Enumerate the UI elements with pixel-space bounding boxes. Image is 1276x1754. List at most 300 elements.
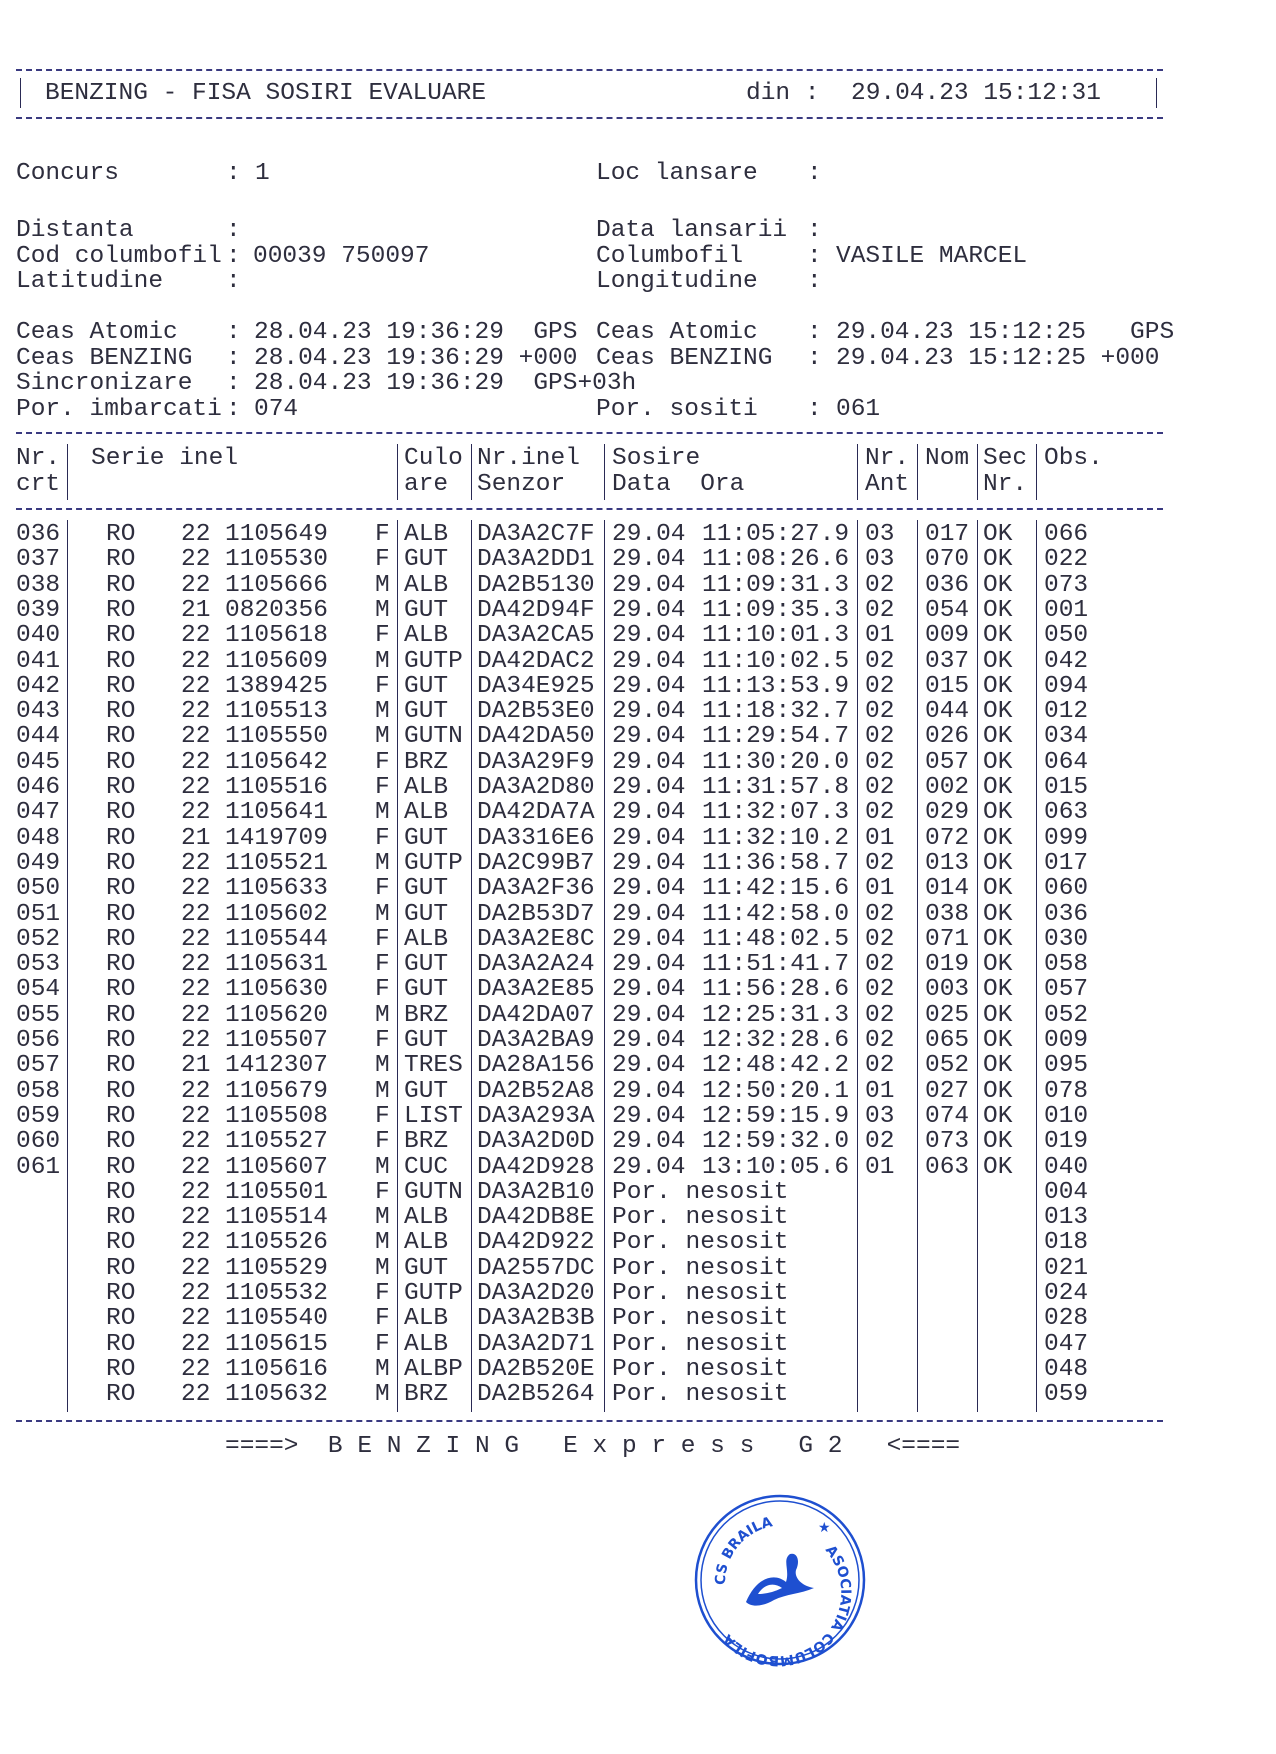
obs-number: 059 [1044,1381,1089,1409]
sensor-id: DA34E925 [477,672,595,700]
ring-year: 21 [181,1052,211,1080]
sex: F [375,1102,390,1130]
col-sec: Nr. [983,471,1028,498]
ant-number: 03 [865,546,895,574]
colour: ALB [404,622,449,650]
country-code: RO [106,1355,136,1383]
ring-year: 22 [181,571,211,599]
colour: ALB [404,799,449,827]
ring-year: 22 [181,900,211,928]
ant-number: 02 [865,596,895,624]
ring-year: 22 [181,1330,211,1358]
sex: F [375,1178,390,1206]
imbarcati-value: 074 [254,396,299,423]
col-ant: Ant [865,471,910,498]
sec-status: OK [983,647,1013,675]
arrival-date: 29.04 [612,647,686,675]
sex: F [375,1305,390,1333]
obs-number: 013 [1044,1204,1089,1232]
country-code: RO [106,1254,136,1282]
sec-status: OK [983,672,1013,700]
arrival-date: 29.04 [612,596,686,624]
sex: F [375,1330,390,1358]
crt-number: 046 [16,774,61,801]
arrival-time: 12:59:15.9 [702,1102,850,1130]
sec-status: OK [983,571,1013,599]
ring-number: 1389425 [225,672,328,700]
nom-number: 038 [925,900,970,928]
crt-number: 058 [16,1077,61,1105]
ant-number: 03 [865,1102,895,1130]
sex: F [375,774,390,801]
ring-year: 22 [181,1027,211,1054]
col-obs: Obs. [1044,445,1103,472]
obs-number: 047 [1044,1330,1089,1358]
sensor-id: DA2B52A8 [477,1077,595,1105]
country-code: RO [106,596,136,624]
colour: ALB [404,1229,449,1257]
clock-value: 29.04.23 15:12:25 +000 [836,345,1160,372]
colon: : [807,345,822,372]
country-code: RO [106,900,136,928]
ring-number: 1105618 [225,622,328,650]
ant-number: 01 [865,1153,895,1181]
sensor-id: DA42DA7A [477,799,595,827]
country-code: RO [106,925,136,953]
ant-number: 02 [865,799,895,827]
nom-number: 072 [925,824,970,852]
ring-number: 1105641 [225,799,328,827]
arrival-time: 11:08:26.6 [702,546,850,574]
sensor-id: DA3A2CA5 [477,622,595,650]
nom-number: 025 [925,1001,970,1029]
col-separator [67,444,68,500]
sensor-id: DA3A2D80 [477,774,595,801]
arrival-time: 11:18:32.7 [702,698,850,726]
ant-number: 02 [865,698,895,726]
ring-number: 1105526 [225,1229,328,1257]
sex: F [375,925,390,953]
ant-number: 02 [865,900,895,928]
sex: F [375,1280,390,1307]
sex: M [375,849,390,877]
sensor-id: DA42D928 [477,1153,595,1181]
arrival-date: 29.04 [612,1052,686,1080]
sex: M [375,698,390,726]
nom-number: 009 [925,622,970,650]
table-bottom-rule [16,1420,1163,1422]
ring-year: 22 [181,774,211,801]
arrival-time: 11:56:28.6 [702,976,850,1004]
nom-number: 013 [925,849,970,877]
colour: ALB [404,1305,449,1333]
sex: F [375,546,390,574]
sensor-id: DA3A2A24 [477,951,595,979]
crt-number: 036 [16,521,61,548]
obs-number: 010 [1044,1102,1089,1130]
sex: F [375,976,390,1004]
country-code: RO [106,1381,136,1409]
obs-number: 021 [1044,1254,1089,1282]
country-code: RO [106,1153,136,1181]
obs-number: 060 [1044,875,1089,903]
col-separator [977,520,978,1412]
sensor-id: DA3A2F36 [477,875,595,903]
ring-year: 22 [181,647,211,675]
obs-number: 015 [1044,774,1089,801]
colour: ALB [404,1204,449,1232]
sec-status: OK [983,622,1013,650]
ring-number: 1105527 [225,1128,328,1156]
sex: F [375,748,390,776]
clock-value: 28.04.23 19:36:29 GPS+03h [254,370,637,397]
col-separator [397,520,398,1412]
arrival-date: 29.04 [612,900,686,928]
sensor-id: DA28A156 [477,1052,595,1080]
colon: : [226,396,241,423]
nom-number: 071 [925,925,970,953]
clock-value: 28.04.23 19:36:29 +000 [254,345,578,372]
ring-year: 22 [181,849,211,877]
arrival-time: 12:50:20.1 [702,1077,850,1105]
crt-number: 059 [16,1102,61,1130]
arrival-date: Por. nesosit [612,1381,789,1409]
ant-number: 02 [865,748,895,776]
colour: CUC [404,1153,449,1181]
field-label: Longitudine [596,268,758,295]
crt-number: 057 [16,1052,61,1080]
sex: M [375,1254,390,1282]
ring-year: 22 [181,925,211,953]
arrival-date: 29.04 [612,875,686,903]
obs-number: 099 [1044,824,1089,852]
crt-number: 041 [16,647,61,675]
country-code: RO [106,799,136,827]
arrival-date: Por. nesosit [612,1254,789,1282]
sensor-id: DA2557DC [477,1254,595,1282]
obs-number: 094 [1044,672,1089,700]
country-code: RO [106,1204,136,1232]
sec-status: OK [983,748,1013,776]
sex: F [375,622,390,650]
obs-number: 018 [1044,1229,1089,1257]
obs-number: 034 [1044,723,1089,751]
crt-number: 039 [16,596,61,624]
nom-number: 065 [925,1027,970,1054]
clock-label: Ceas BENZING [16,345,193,372]
ring-year: 22 [181,1280,211,1307]
table-header-rule [16,508,1163,510]
obs-number: 048 [1044,1355,1089,1383]
sex: F [375,1027,390,1054]
obs-number: 012 [1044,698,1089,726]
arrival-date: 29.04 [612,799,686,827]
colon: : [226,160,241,187]
ring-number: 1105649 [225,521,328,548]
col-separator [67,520,68,1412]
col-culoare: Culo [404,445,463,472]
sensor-id: DA42DA07 [477,1001,595,1029]
ring-year: 22 [181,976,211,1004]
ring-year: 22 [181,1128,211,1156]
country-code: RO [106,1102,136,1130]
ant-number: 02 [865,925,895,953]
colour: GUTP [404,849,463,877]
ring-number: 1105609 [225,647,328,675]
colour: ALB [404,925,449,953]
ring-number: 1105508 [225,1102,328,1130]
arrival-date: 29.04 [612,1001,686,1029]
ring-year: 22 [181,1077,211,1105]
obs-number: 063 [1044,799,1089,827]
ring-year: 22 [181,1178,211,1206]
ant-number: 01 [865,875,895,903]
ring-year: 22 [181,1381,211,1409]
colon: : [807,243,822,270]
col-separator [1036,520,1037,1412]
ring-number: 1105516 [225,774,328,801]
arrival-date: 29.04 [612,622,686,650]
arrival-time: 11:36:58.7 [702,849,850,877]
colon: : [226,217,241,244]
arrival-time: 11:13:53.9 [702,672,850,700]
arrival-time: 11:30:20.0 [702,748,850,776]
arrival-date: 29.04 [612,723,686,751]
country-code: RO [106,849,136,877]
arrival-time: 11:09:35.3 [702,596,850,624]
ring-number: 1105540 [225,1305,328,1333]
colon: : [807,217,822,244]
crt-number: 050 [16,875,61,903]
sex: M [375,900,390,928]
clock-value: 29.04.23 15:12:25 GPS [836,319,1175,346]
ring-year: 22 [181,546,211,574]
obs-number: 036 [1044,900,1089,928]
ring-year: 22 [181,1355,211,1383]
arrival-time: 11:09:31.3 [702,571,850,599]
sensor-id: DA3A293A [477,1102,595,1130]
nom-number: 026 [925,723,970,751]
nom-number: 029 [925,799,970,827]
colon: : [226,370,241,397]
sex: F [375,875,390,903]
sensor-id: DA3A2D20 [477,1280,595,1307]
nom-number: 073 [925,1128,970,1156]
field-label: Distanta [16,217,134,244]
ring-year: 22 [181,951,211,979]
obs-number: 030 [1044,925,1089,953]
crt-number: 053 [16,951,61,979]
crt-number: 051 [16,900,61,928]
sensor-id: DA3A29F9 [477,748,595,776]
ring-number: 1105632 [225,1381,328,1409]
obs-number: 066 [1044,521,1089,548]
arrival-date: 29.04 [612,546,686,574]
country-code: RO [106,774,136,801]
printed-label: din : [746,80,820,107]
arrival-time: 11:42:58.0 [702,900,850,928]
nom-number: 070 [925,546,970,574]
ring-year: 22 [181,1153,211,1181]
ant-number: 01 [865,622,895,650]
country-code: RO [106,824,136,852]
colon: : [226,268,241,295]
ring-number: 1105501 [225,1178,328,1206]
ring-year: 22 [181,1254,211,1282]
country-code: RO [106,1305,136,1333]
sex: M [375,1355,390,1383]
ring-number: 1105615 [225,1330,328,1358]
crt-number: 061 [16,1153,61,1181]
colour: GUTN [404,723,463,751]
sensor-id: DA2B53D7 [477,900,595,928]
country-code: RO [106,622,136,650]
colour: GUT [404,698,449,726]
svg-text:CS BRAILA: CS BRAILA [712,1514,775,1586]
sec-status: OK [983,951,1013,979]
sensor-id: DA42DA50 [477,723,595,751]
nom-number: 063 [925,1153,970,1181]
sec-status: OK [983,723,1013,751]
ring-year: 21 [181,596,211,624]
sec-status: OK [983,900,1013,928]
crt-number: 054 [16,976,61,1004]
arrival-date: Por. nesosit [612,1178,789,1206]
col-separator [917,444,918,500]
ant-number: 02 [865,1128,895,1156]
crt-number: 049 [16,849,61,877]
country-code: RO [106,647,136,675]
colour: BRZ [404,1001,449,1029]
ring-number: 1105544 [225,925,328,953]
colour: GUT [404,824,449,852]
colon: : [226,345,241,372]
sex: F [375,824,390,852]
colour: GUT [404,1254,449,1282]
obs-number: 001 [1044,596,1089,624]
ant-number: 02 [865,571,895,599]
sensor-id: DA3A2D0D [477,1128,595,1156]
obs-number: 017 [1044,849,1089,877]
sec-status: OK [983,1052,1013,1080]
obs-number: 004 [1044,1178,1089,1206]
arrival-time: 11:10:02.5 [702,647,850,675]
obs-number: 064 [1044,748,1089,776]
field-label: Columbofil [596,243,744,270]
country-code: RO [106,1027,136,1054]
sex: M [375,1052,390,1080]
footer-text: ====> B E N Z I N G E x p r e s s G 2 <==== [225,1433,961,1460]
arrival-date: 29.04 [612,824,686,852]
field-label: Loc lansare [596,160,758,187]
nom-number: 057 [925,748,970,776]
sex: M [375,571,390,599]
arrival-date: 29.04 [612,1077,686,1105]
clock-label: Ceas Atomic [16,319,178,346]
sensor-id: DA42DB8E [477,1204,595,1232]
colour: ALB [404,571,449,599]
ring-year: 22 [181,1305,211,1333]
arrival-date: Por. nesosit [612,1229,789,1257]
sec-status: OK [983,1077,1013,1105]
col-senzor: Senzor [477,471,566,498]
country-code: RO [106,1229,136,1257]
col-separator [857,444,858,500]
svg-text:ASOCIATIA COLUMBOFILA: ASOCIATIA COLUMBOFILA [720,1542,854,1669]
sec-status: OK [983,849,1013,877]
arrival-date: 29.04 [612,698,686,726]
sensor-id: DA2B53E0 [477,698,595,726]
top-rule [16,69,1163,71]
col-nr: Nr. [16,445,61,472]
crt-number: 056 [16,1027,61,1054]
ring-year: 22 [181,799,211,827]
crt-number: 038 [16,571,61,599]
arrival-date: 29.04 [612,849,686,877]
sec-status: OK [983,1153,1013,1181]
ant-number: 02 [865,976,895,1004]
arrival-date: 29.04 [612,774,686,801]
colour: ALB [404,521,449,548]
country-code: RO [106,571,136,599]
country-code: RO [106,698,136,726]
sensor-id: DA3A2C7F [477,521,595,548]
sec-status: OK [983,824,1013,852]
sensor-id: DA2B5264 [477,1381,595,1409]
sensor-id: DA2B520E [477,1355,595,1383]
sec-status: OK [983,925,1013,953]
colour: BRZ [404,748,449,776]
country-code: RO [106,951,136,979]
sec-status: OK [983,799,1013,827]
sec-status: OK [983,596,1013,624]
ant-number: 02 [865,1052,895,1080]
col-sosire: Sosire [612,445,701,472]
ring-number: 1105631 [225,951,328,979]
sex: M [375,1204,390,1232]
svg-text:★: ★ [818,1520,831,1536]
col-sec: Sec [983,445,1028,472]
colour: GUT [404,672,449,700]
arrival-time: 11:31:57.8 [702,774,850,801]
sec-status: OK [983,976,1013,1004]
ring-year: 22 [181,723,211,751]
crt-number: 052 [16,925,61,953]
colon: : [226,319,241,346]
col-separator [977,444,978,500]
sex: M [375,723,390,751]
sensor-id: DA3A2E8C [477,925,595,953]
arrival-date: Por. nesosit [612,1305,789,1333]
columbofil-value: VASILE MARCEL [836,243,1028,270]
colour: ALB [404,1330,449,1358]
country-code: RO [106,875,136,903]
arrival-time: 11:32:07.3 [702,799,850,827]
country-code: RO [106,1330,136,1358]
ant-number: 02 [865,672,895,700]
ring-number: 1105607 [225,1153,328,1181]
colour: GUT [404,875,449,903]
colour: GUTP [404,1280,463,1307]
nom-number: 054 [925,596,970,624]
sensor-id: DA2B5130 [477,571,595,599]
country-code: RO [106,1178,136,1206]
arrival-date: 29.04 [612,748,686,776]
col-sosire: Data Ora [612,471,745,498]
ring-number: 1105620 [225,1001,328,1029]
obs-number: 019 [1044,1128,1089,1156]
printed-datetime: 29.04.23 15:12:31 [851,80,1101,107]
